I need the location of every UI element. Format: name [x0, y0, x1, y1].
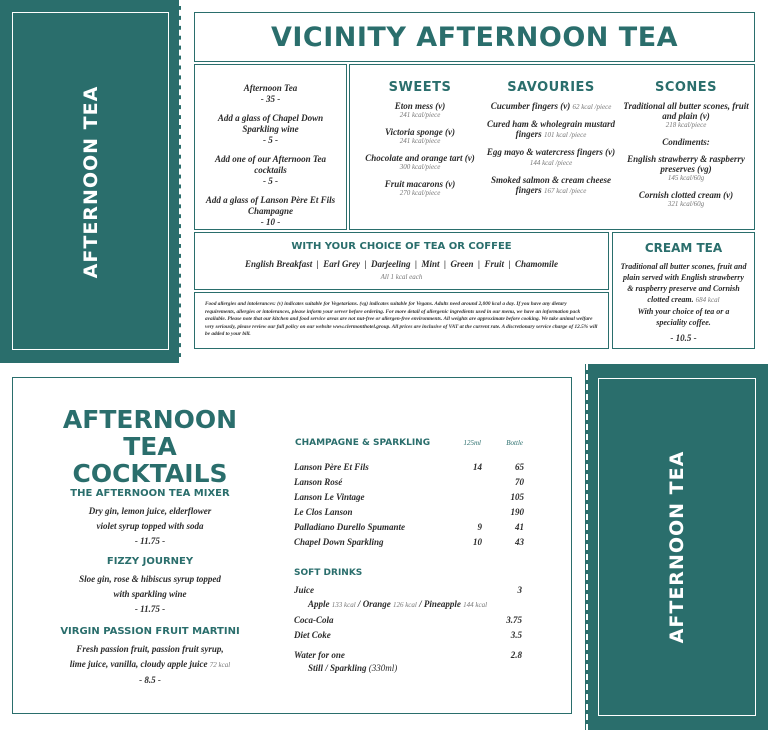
cocktail-item: FIZZY JOURNEY Sloe gin, rose & hibiscus syrup topped with sparkling wine - 11.75 -	[79, 556, 221, 614]
tea-options: English Breakfast | Earl Grey | Darjeeling | Mint | Green | Fruit | Chamomile	[245, 259, 558, 269]
condiment-item: Cornish clotted cream (v) 321 kcal/60g	[638, 190, 734, 208]
title-box	[194, 12, 755, 62]
sweets-title: SWEETS	[388, 80, 452, 95]
page-title: VICINITY AFTERNOON TEA	[270, 22, 679, 53]
scones-column	[622, 80, 750, 216]
tea-title: WITH YOUR CHOICE OF TEA OR COFFEE	[291, 241, 512, 252]
condiments-label: Condiments:	[662, 137, 710, 147]
cream-tea-title: CREAM TEA	[644, 241, 723, 255]
side-panel-bottom	[585, 364, 768, 730]
sweets-column	[356, 80, 484, 205]
savouries-column	[486, 80, 616, 203]
champagne-section	[294, 437, 524, 549]
sweet-item: Eton mess (v) 241 kcal/piece	[394, 101, 446, 119]
table-row: Chapel Down Sparkling 10 43	[294, 536, 524, 547]
water-options: Still / Sparkling (330ml)	[308, 663, 398, 673]
scones-title: SCONES	[654, 80, 718, 95]
savoury-item: Cucumber fingers (v) 62 kcal /piece	[490, 101, 612, 111]
cut-line-bottom	[586, 364, 588, 730]
footnote: Food allergies and intolerances: (v) indicates suitable for Vegetarians. (vg) indicates suitable for Vegans. Adults need around 2,000 kcal a day. If you have any dietary requirements, allergies or intolerances, please inform your server before ordering. For more detail of allergenic ingredients used in our menu, we have an information pack available. Please note that our kitchen and food service areas are not nut-free or allergen-free environments. All weights are approximate before cooking. We take animal welfare very seriously, please review our full policy on our website www.clermonthotel.group. All prices are inclusive of VAT at the current rate. A discretionary service charge of 12.5% will be added to your bill.	[205, 301, 598, 337]
tea-kcal: All 1 kcal each	[380, 273, 423, 281]
side-label-bottom: AFTERNOON TEA	[665, 450, 688, 644]
table-row: Le Clos Lanson 190	[294, 506, 524, 517]
package-item: Add a glass of Chapel Down Sparkling wine - 5 -	[217, 113, 324, 145]
soft-drinks-section	[294, 568, 524, 673]
water-row: Water for one 2.8	[294, 650, 522, 660]
table-row: Lanson Rosé 70	[294, 476, 524, 487]
sweet-item: Chocolate and orange tart (v) 300 kcal/piece	[365, 153, 475, 171]
cocktails-heading: AFTERNOON TEA COCKTAILS	[62, 405, 238, 488]
cream-tea-extra: With your choice of tea or a speciality coffee.	[637, 307, 730, 327]
sweet-item: Victoria sponge (v) 241 kcal/piece	[385, 127, 455, 145]
cream-tea-price: - 10.5 -	[670, 333, 697, 343]
cut-line-top	[179, 0, 181, 363]
col-bottle: Bottle	[506, 439, 523, 447]
cola-row: Coca-Cola 3.75	[294, 615, 522, 625]
cream-tea-desc: Traditional all butter scones, fruit and plain served with English strawberry & raspberry preserve and Cornish clotted cream. 684 kcal	[620, 262, 747, 304]
table-row: Lanson Le Vintage 105	[294, 491, 524, 502]
col-125ml: 125ml	[463, 439, 481, 447]
tea-box	[194, 232, 609, 290]
sweet-item: Fruit macarons (v) 270 kcal/piece	[384, 179, 456, 197]
savoury-item: Egg mayo & watercress fingers (v) 144 kcal /piece	[486, 147, 616, 167]
scones-desc: Traditional all butter scones, fruit and plain (v) 218 kcal/piece	[623, 101, 749, 129]
champagne-title: CHAMPAGNE & SPARKLING	[295, 438, 431, 448]
side-label-top: AFTERNOON TEA	[79, 85, 102, 278]
soft-drinks-title: SOFT DRINKS	[294, 568, 363, 578]
table-row: Palladiano Durello Spumante 9 41	[294, 521, 524, 532]
packages-box	[194, 64, 347, 230]
side-panel-top	[0, 0, 181, 363]
cocktail-item: VIRGIN PASSION FRUIT MARTINI Fresh passion fruit, passion fruit syrup, lime juice, vanilla, cloudy apple juice 72 kcal - 8.5 -	[60, 626, 240, 685]
footnote-box	[194, 292, 609, 349]
package-item: Afternoon Tea - 35 -	[243, 83, 298, 104]
juice-row: Juice 3	[294, 585, 522, 595]
condiment-item: English strawberry & raspberry preserves (vg) 145 kcal/60g	[627, 154, 745, 182]
savoury-item: Smoked salmon & cream cheese fingers 167 kcal /piece	[491, 175, 611, 195]
diet-row: Diet Coke 3.5	[294, 630, 522, 640]
table-row: Lanson Père Et Fils 14 65	[294, 461, 524, 472]
juice-options: Apple 133 kcal / Orange 126 kcal / Pineapple 144 kcal	[308, 599, 488, 609]
package-item: Add one of our Afternoon Tea cocktails - 5 -	[214, 154, 327, 186]
package-item: Add a glass of Lanson Père Et Fils Champagne - 10 -	[205, 195, 336, 227]
savoury-item: Cured ham & wholegrain mustard fingers 101 kcal /piece	[486, 119, 616, 139]
cream-tea-box	[612, 232, 755, 349]
savouries-title: SAVOURIES	[507, 80, 595, 95]
cocktail-item: THE AFTERNOON TEA MIXER Dry gin, lemon juice, elderflower violet syrup topped with soda - 11.75 -	[70, 488, 230, 546]
